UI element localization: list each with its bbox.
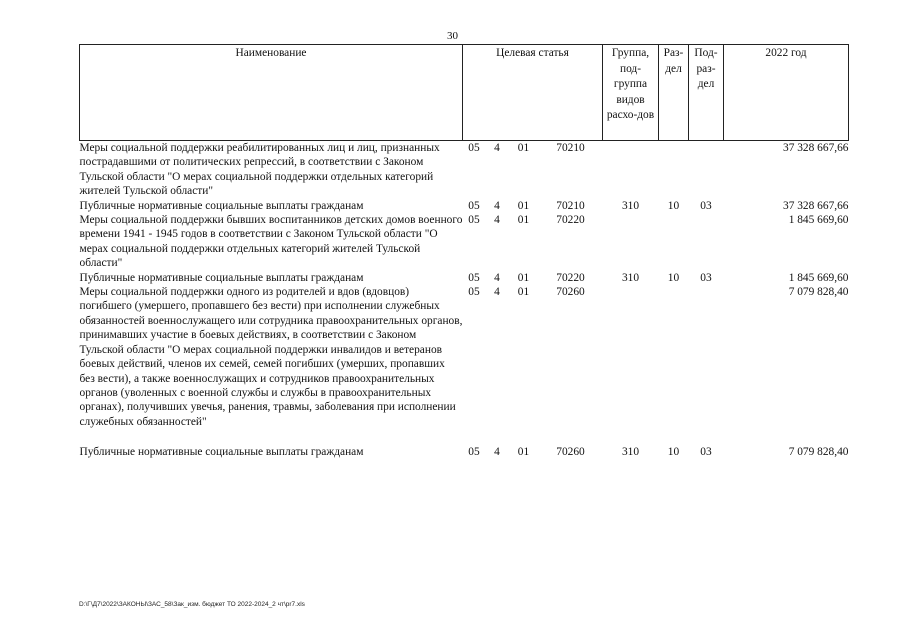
row-group — [603, 285, 659, 429]
row-subsection: 03 — [700, 446, 712, 459]
row-code-a: 05 — [468, 199, 480, 212]
file-path-footer: D:\Г\Д7\2022\ЗАКОНЫ\ЗАС_58\Зак_изм. бюджет ТО 2022-2024_2 чт\pr7.xls — [79, 601, 305, 608]
row-section: 10 — [667, 199, 680, 212]
row-code-d: 70260 — [556, 446, 585, 459]
table-row — [80, 141, 849, 199]
row-name: Публичные нормативные социальные выплаты гражданам — [79, 446, 364, 459]
row-code-c: 01 — [517, 142, 530, 154]
row-code-a: 05 — [468, 142, 480, 154]
row-section — [659, 285, 689, 429]
row-group: 310 — [621, 446, 640, 459]
row-name: Меры социальной поддержки одного из родителей и вдов (вдовцов) погибшего (умершего, пропавшего без вести) при исполнении служебных обязанностей военнослужащего или сотрудника правоохранительных органов, принимавших участие в боевых действиях, в соответствии с Законом Тульской области "О мерах социальной поддержки инвалидов и ветеранов боевых действий, членов их семей, семей погибших (умерших, пропавших без вести), а также военнослужащих и сотрудников правоохранительных органов (уволенных с военной службы и службы в правоохранительных органах), получивших увечья, ранения, травмы, заболевания при исполнении служебных обязанностей" — [79, 286, 463, 428]
header-section: Раз-дел — [659, 45, 689, 141]
row-code-c: 01 — [517, 214, 530, 227]
row-code-a: 05 — [468, 286, 480, 299]
header-target-article: Целевая статья — [463, 45, 603, 141]
row-code-b: 4 — [494, 142, 500, 154]
spacer-row — [80, 429, 849, 445]
row-code-a: 05 — [468, 214, 480, 227]
row-section — [659, 141, 689, 199]
row-subsection — [689, 213, 724, 271]
row-group — [603, 213, 659, 271]
row-group — [603, 141, 659, 199]
row-amount: 1 845 669,60 — [788, 214, 849, 227]
row-subsection — [689, 285, 724, 429]
row-code-b: 4 — [494, 286, 500, 299]
table-row — [80, 271, 849, 285]
header-year: 2022 год — [724, 45, 849, 141]
header-group: Группа, под-группа видов расхо-дов — [603, 45, 659, 141]
row-code-c: 01 — [517, 199, 530, 212]
row-amount: 7 079 828,40 — [788, 286, 849, 299]
table-row — [80, 213, 849, 271]
row-section — [659, 213, 689, 271]
row-section: 10 — [667, 271, 680, 284]
row-section: 10 — [667, 446, 680, 459]
header-name: Наименование — [80, 45, 463, 141]
table-row — [80, 199, 849, 213]
row-amount: 7 079 828,40 — [788, 446, 849, 459]
row-subsection: 03 — [700, 271, 712, 284]
table-row — [80, 285, 849, 429]
row-code-a: 05 — [468, 446, 480, 459]
row-code-b: 4 — [494, 271, 500, 284]
row-code-d: 70220 — [556, 214, 585, 227]
row-subsection — [689, 141, 724, 199]
row-code-d: 70220 — [556, 271, 585, 284]
row-name: Публичные нормативные социальные выплаты гражданам — [79, 271, 364, 284]
table-row — [80, 445, 849, 459]
row-code-b: 4 — [494, 214, 500, 227]
row-code-b: 4 — [494, 199, 500, 212]
row-code-b: 4 — [494, 446, 500, 459]
row-code-c: 01 — [517, 271, 530, 284]
spacer-cell — [80, 429, 849, 445]
row-subsection: 03 — [700, 199, 712, 212]
row-amount: 37 328 667,66 — [783, 199, 849, 212]
row-group: 310 — [621, 271, 640, 284]
row-amount: 37 328 667,66 — [783, 142, 849, 154]
row-code-a: 05 — [468, 271, 480, 284]
row-code-d: 70260 — [556, 286, 585, 299]
row-code-d: 70210 — [556, 199, 585, 212]
header-subsection: Под-раз-дел — [689, 45, 724, 141]
row-name: Публичные нормативные социальные выплаты гражданам — [79, 199, 364, 212]
row-amount: 1 845 669,60 — [788, 271, 849, 284]
row-name: Меры социальной поддержки бывших воспитанников детских домов военного времени 1941 - 1945 годов в соответствии с Законом Тульской области "О мерах социальной поддержки отдельных категорий жителей Тульской области" — [79, 214, 463, 270]
row-code-c: 01 — [517, 446, 530, 459]
budget-table — [79, 44, 849, 460]
row-group: 310 — [621, 199, 640, 212]
row-code-c: 01 — [517, 286, 530, 299]
page-number: 30 — [447, 30, 458, 42]
row-name: Меры социальной поддержки реабилитированных лиц и лиц, признанных пострадавшими от политических репрессий, в соответствии с Законом Тульской области "О мерах социальной поддержки отдельных категорий жителей Тульской области" — [79, 142, 440, 198]
table-header-row — [80, 45, 849, 141]
row-code-d: 70210 — [556, 142, 585, 154]
